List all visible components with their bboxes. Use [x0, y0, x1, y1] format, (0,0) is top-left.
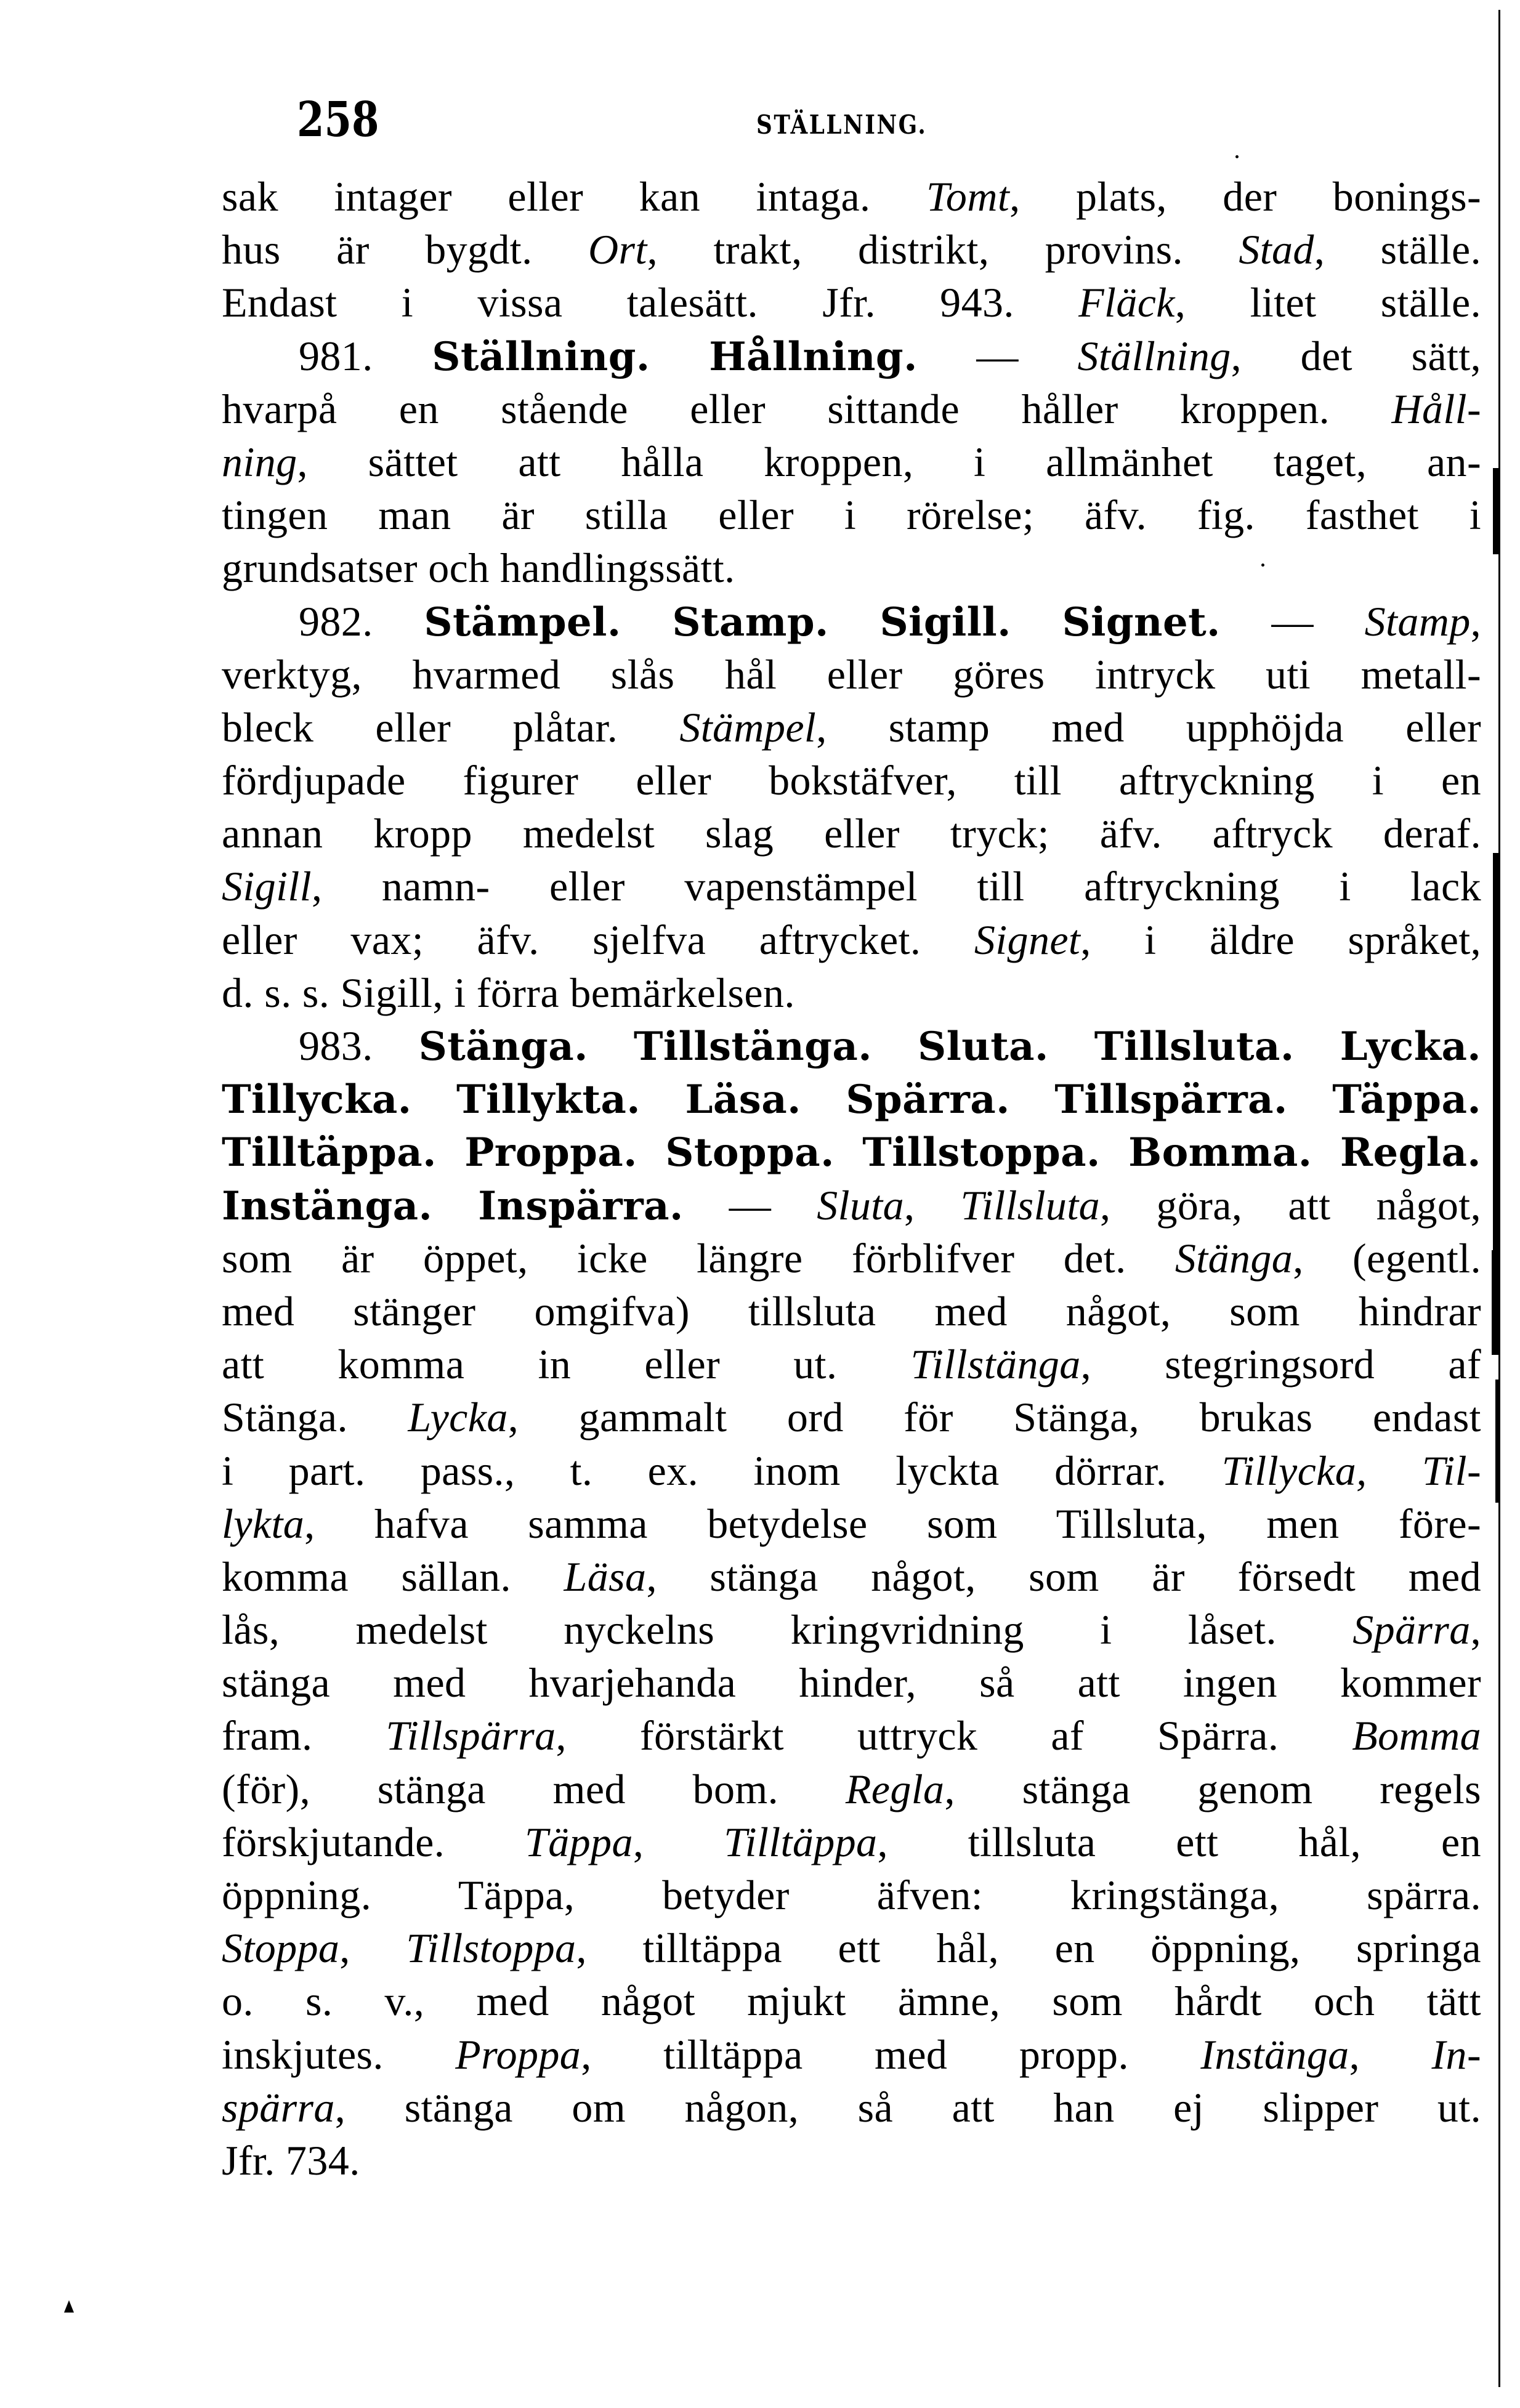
- text-segment: Endast i vissa talesätt. Jfr. 943.: [222, 279, 1079, 326]
- text-line: [222, 1285, 1481, 1338]
- text-segment: med stänger omgifva) tillsluta med något, som hindrar: [222, 1287, 1481, 1335]
- text-segment: [1049, 1022, 1094, 1069]
- text-segment: [621, 598, 673, 645]
- text-line: [222, 595, 1481, 648]
- text-segment: [829, 598, 880, 645]
- text-line: [222, 913, 1481, 966]
- text-segment: [650, 333, 709, 379]
- text-segment: , stänga något, som är försedt med: [646, 1553, 1481, 1600]
- text-line: [222, 1019, 1481, 1072]
- text-segment: hvarpå en stående eller sittande håller kroppen.: [222, 385, 1392, 432]
- text-line: [222, 1709, 1481, 1762]
- text-segment: ,: [633, 1818, 724, 1865]
- text-line: [222, 754, 1481, 807]
- text-segment: [1312, 1128, 1340, 1175]
- text-line: [222, 2081, 1481, 2134]
- italic-term: Lycka: [408, 1394, 508, 1441]
- italic-term: Tillsluta: [960, 1181, 1101, 1229]
- text-segment: lås, medelst nyckelns kringvridning i låset.: [222, 1606, 1353, 1654]
- headword: Sigill.: [879, 599, 1011, 645]
- text-segment: , stegringsord af: [1080, 1341, 1481, 1388]
- text-segment: förskjutande.: [222, 1818, 525, 1865]
- text-line: [222, 966, 1481, 1019]
- text-segment: , plats, der bonings-: [1009, 173, 1482, 220]
- text-line: [222, 701, 1481, 754]
- text-segment: , göra, att något,: [1100, 1181, 1481, 1229]
- italic-term: Läsa: [564, 1553, 647, 1600]
- italic-term: Tillspärra: [386, 1712, 556, 1760]
- text-line: [222, 276, 1481, 329]
- text-line: [222, 1338, 1481, 1391]
- italic-term: Ort: [588, 226, 647, 273]
- text-segment: , sättet att hålla kroppen, i allmänhet taget, an-: [297, 438, 1481, 485]
- text-segment: [872, 1022, 918, 1069]
- text-segment: , trakt, distrikt, provins.: [647, 226, 1239, 273]
- text-line: [222, 382, 1481, 435]
- text-segment: , stamp med upphöjda eller: [816, 703, 1481, 751]
- text-line: [222, 1656, 1481, 1709]
- italic-term: ning: [222, 438, 297, 485]
- headword: Tillstänga.: [633, 1024, 872, 1070]
- text-line: [222, 170, 1481, 223]
- text-segment: , tillsluta ett hål, en: [877, 1818, 1481, 1865]
- text-segment: Stänga.: [222, 1394, 408, 1441]
- headword: Tillspärra.: [1054, 1077, 1288, 1123]
- headword: Instänga.: [222, 1182, 433, 1229]
- page-number: 258: [297, 92, 379, 148]
- text-segment: [437, 1128, 464, 1175]
- headword: Läsa.: [685, 1077, 801, 1123]
- page-edge-shadow: [1495, 1380, 1499, 1503]
- text-segment: verktyg, hvarmed slås hål eller göres intryck uti metall-: [222, 650, 1481, 698]
- stray-dot: [1235, 155, 1239, 158]
- text-line: [222, 1921, 1481, 1974]
- text-line: [222, 1974, 1481, 2027]
- text-segment: tingen man är stilla eller i rörelse; äfv. fig. fasthet i: [222, 491, 1481, 539]
- text-segment: , (egentl.: [1293, 1234, 1481, 1282]
- text-segment: —: [1220, 597, 1365, 645]
- headword: Stänga.: [418, 1024, 588, 1070]
- text-line: [222, 648, 1481, 701]
- italic-term: Stad: [1239, 226, 1314, 273]
- text-segment: —: [683, 1181, 817, 1229]
- text-segment: ,: [904, 1181, 961, 1229]
- corner-mark-icon: [64, 2300, 74, 2313]
- headword: Ställning.: [432, 333, 650, 380]
- text-segment: (för), stänga med bom.: [222, 1765, 846, 1812]
- headword: Inspärra.: [478, 1182, 684, 1229]
- text-segment: hus är bygdt.: [222, 226, 588, 273]
- italic-term: Fläck: [1078, 279, 1175, 326]
- italic-term: Regla: [845, 1765, 945, 1812]
- text-line: [222, 541, 1481, 594]
- text-segment: annan kropp medelst slag eller tryck; äfv. aftryck deraf.: [222, 810, 1481, 857]
- text-segment: , stänga genom regels: [944, 1765, 1481, 1812]
- text-segment: [1295, 1022, 1340, 1069]
- text-segment: , namn- eller vapenstämpel till aftryckning i lack: [311, 863, 1481, 910]
- text-segment: , det sätt,: [1231, 332, 1482, 379]
- headword: Täppa.: [1332, 1077, 1482, 1123]
- headword: Hållning.: [709, 333, 918, 380]
- italic-term: spärra: [222, 2083, 335, 2131]
- headword: Tillycka.: [222, 1077, 412, 1123]
- italic-term: Sigill: [222, 863, 312, 910]
- text-segment: [641, 1075, 685, 1122]
- text-line: [222, 1391, 1481, 1444]
- text-segment: [1101, 1128, 1128, 1175]
- text-line: [222, 1497, 1481, 1550]
- page-edge-shadow: [1492, 1250, 1499, 1355]
- text-segment: 981.: [299, 332, 432, 379]
- italic-term: Spärra: [1352, 1606, 1471, 1654]
- italic-term: Stämpel: [679, 703, 817, 751]
- italic-term: Tilltäppa: [724, 1818, 878, 1865]
- italic-term: Signet: [974, 916, 1081, 963]
- italic-term: Tomt: [926, 173, 1010, 220]
- italic-term: Tillycka, Til-: [1221, 1447, 1481, 1494]
- text-segment: [637, 1128, 665, 1175]
- italic-term: Ställning: [1077, 332, 1231, 379]
- text-segment: grundsatser och handlingssätt.: [222, 544, 735, 592]
- text-segment: [1011, 598, 1062, 645]
- headword: Sluta.: [917, 1024, 1049, 1070]
- text-segment: ,: [339, 1925, 406, 1972]
- headword: Tillstoppa.: [862, 1129, 1101, 1176]
- text-line: [222, 1125, 1481, 1178]
- text-segment: , stänga om någon, så att han ej slipper ut.: [334, 2083, 1481, 2131]
- headword: Tillykta.: [456, 1077, 641, 1123]
- text-line: [222, 1550, 1481, 1603]
- text-segment: stänga med hvarjehanda hinder, så att ingen kommer: [222, 1659, 1481, 1707]
- italic-term: Tillstoppa: [406, 1925, 576, 1972]
- text-segment: Jfr. 734.: [222, 2136, 360, 2184]
- text-segment: , ställe.: [1314, 226, 1481, 273]
- text-segment: , tilltäppa ett hål, en öppning, springa: [576, 1925, 1481, 1972]
- text-line: [222, 1603, 1481, 1656]
- text-line: [222, 1072, 1481, 1125]
- text-segment: , gammalt ord för Stänga, brukas endast: [507, 1394, 1481, 1441]
- italic-term: Stänga: [1174, 1234, 1293, 1282]
- headword: Stämpel.: [424, 599, 621, 645]
- text-segment: [588, 1022, 634, 1069]
- text-segment: 983.: [299, 1022, 419, 1069]
- text-segment: , tilltäppa med propp.: [581, 2030, 1201, 2078]
- headword: Regla.: [1340, 1129, 1481, 1176]
- headword: Tilltäppa.: [222, 1129, 437, 1176]
- text-line: [222, 488, 1481, 541]
- text-segment: i part. pass., t. ex. inom lyckta dörrar.: [222, 1447, 1222, 1494]
- text-line: [222, 2028, 1481, 2081]
- text-segment: , i äldre språket,: [1080, 916, 1482, 963]
- text-segment: , hafva samma betydelse som Tillsluta, men före-: [304, 1500, 1481, 1547]
- text-segment: [1288, 1075, 1333, 1122]
- text-segment: eller vax; äfv. sjelfva aftrycket.: [222, 916, 974, 963]
- text-line: [222, 860, 1481, 913]
- headword: Tillsluta.: [1094, 1024, 1295, 1070]
- text-segment: 982.: [299, 597, 424, 645]
- text-segment: att komma in eller ut.: [222, 1341, 911, 1388]
- text-segment: , förstärkt uttryck af Spärra.: [556, 1712, 1352, 1760]
- text-segment: komma sällan.: [222, 1553, 564, 1600]
- text-line: [222, 1816, 1481, 1869]
- text-segment: —: [917, 332, 1078, 379]
- text-segment: fördjupade figurer eller bokstäfver, till aftryckning i en: [222, 757, 1481, 804]
- text-segment: ,: [1349, 2030, 1432, 2078]
- italic-term: Stoppa: [222, 1925, 340, 1972]
- text-segment: [411, 1075, 456, 1122]
- text-segment: bleck eller plåtar.: [222, 703, 680, 751]
- body-text: [222, 170, 1481, 2187]
- text-segment: o. s. v., med något mjukt ämne, som hårdt och tätt: [222, 1978, 1481, 2025]
- italic-term: Stamp: [1364, 597, 1471, 645]
- text-line: [222, 2134, 1481, 2187]
- text-line: [222, 1444, 1481, 1497]
- headword: Stoppa.: [665, 1129, 835, 1176]
- italic-term: In-: [1431, 2030, 1481, 2078]
- text-line: [222, 1179, 1481, 1232]
- italic-term: Håll-: [1391, 385, 1481, 432]
- headword: Proppa.: [464, 1129, 637, 1176]
- italic-term: Instänga: [1200, 2030, 1349, 2078]
- headword: Stamp.: [672, 599, 829, 645]
- text-segment: som är öppet, icke längre förblifver det.: [222, 1234, 1175, 1282]
- text-segment: inskjutes.: [222, 2030, 456, 2078]
- text-segment: sak intager eller kan intaga.: [222, 173, 926, 220]
- headword: Bomma.: [1128, 1129, 1312, 1176]
- italic-term: Täppa: [525, 1818, 633, 1865]
- text-segment: ,: [1470, 1606, 1481, 1654]
- italic-term: Bomma: [1352, 1712, 1481, 1760]
- text-line: [222, 329, 1481, 382]
- text-segment: [835, 1128, 862, 1175]
- italic-term: Sluta: [817, 1181, 904, 1229]
- text-line: [222, 807, 1481, 860]
- text-segment: fram.: [222, 1712, 386, 1760]
- text-line: [222, 435, 1481, 488]
- text-line: [222, 1232, 1481, 1285]
- page-edge-shadow: [1493, 468, 1499, 554]
- text-segment: [801, 1075, 846, 1122]
- text-segment: ,: [1470, 597, 1482, 645]
- italic-term: Proppa: [455, 2030, 581, 2078]
- italic-term: Tillstänga: [910, 1341, 1081, 1388]
- running-head: STÄLLNING.: [756, 110, 928, 140]
- headword: Spärra.: [846, 1077, 1010, 1123]
- text-segment: d. s. s. Sigill, i förra bemärkelsen.: [222, 969, 795, 1016]
- text-segment: [1010, 1075, 1055, 1122]
- text-line: [222, 1869, 1481, 1921]
- headword: Signet.: [1062, 599, 1221, 645]
- text-segment: [432, 1182, 478, 1229]
- text-segment: , litet ställe.: [1174, 279, 1481, 326]
- text-segment: öppning. Täppa, betyder äfven: kringstänga, spärra.: [222, 1872, 1481, 1918]
- text-line: [222, 223, 1481, 276]
- italic-term: lykta: [222, 1500, 305, 1547]
- headword: Lycka.: [1340, 1024, 1481, 1070]
- text-line: [222, 1763, 1481, 1816]
